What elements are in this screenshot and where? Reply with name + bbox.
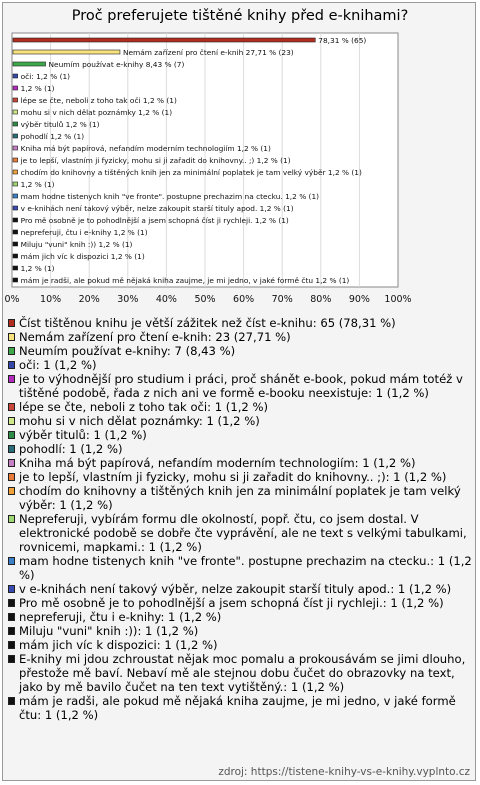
legend-label: nepreferuji, čtu i e-knihy: 1 (1,2 %)	[19, 610, 222, 624]
legend-label: Miluju "vuni" knih :)): 1 (1,2 %)	[19, 624, 199, 638]
x-tick-label: 10%	[40, 294, 62, 305]
legend-label: lépe se čte, neboli z toho tak oči: 1 (1,2 %)	[19, 400, 268, 414]
legend-item	[8, 638, 474, 652]
legend-label: je to lepší, vlastním ji fyzicky, mohu si ji zařadit do knihovny.. ;): 1 (1,2 %)	[19, 470, 447, 484]
legend-label: je to výhodnější pro studium i práci, proč shánět e-book, pokud mám totéž v tištěné podobě, řada z nich ani ve formě e-booku neexistuje: 1 (1,2 %)	[19, 372, 463, 400]
x-tick-label: 20%	[78, 294, 100, 305]
legend-item	[8, 484, 474, 512]
legend-item	[8, 512, 474, 554]
bar[interactable]	[13, 206, 18, 210]
bar[interactable]	[13, 98, 18, 102]
bar[interactable]	[13, 242, 18, 246]
legend-item	[8, 330, 474, 344]
bar[interactable]	[13, 62, 46, 66]
legend-swatch	[8, 375, 15, 383]
bar-value-label: v e-knihách není takový výběr, nelze zakoupit starší tituly apod. 1,2 % (1)	[20, 203, 294, 213]
legend-item	[8, 582, 474, 596]
legend-swatch	[8, 431, 15, 439]
legend-item	[8, 456, 474, 470]
legend-item	[8, 694, 474, 722]
bar[interactable]	[13, 194, 18, 198]
legend-item	[8, 372, 474, 400]
x-tick-label: 60%	[233, 294, 255, 305]
legend-label: E-knihy mi jdou zchroustat nějak moc pomalu a prokousávám se jimi dlouho, přestože mě baví. Nebaví mě ale stejnou dobu čučet do obrazovky na text, jako by mě bavilo čučet na ten text vytištěný.: 1 (1,2 %)	[19, 652, 466, 694]
legend-swatch	[8, 417, 15, 425]
bar-value-label: Neumím používat e-knihy 8,43 % (7)	[48, 59, 185, 69]
bar-chart-plot	[0, 0, 480, 312]
legend-label: Nemám zařízení pro čtení e-knih: 23 (27,71 %)	[19, 330, 291, 344]
legend-swatch	[8, 599, 15, 607]
legend-label: mám je radši, ale pokud mě nějaká kniha zaujme, je mi jedno, v jaké formě čtu: 1 (1,2 %)	[19, 694, 456, 722]
x-tick-label: 90%	[348, 294, 370, 305]
legend-item	[8, 344, 474, 358]
legend-label: výběr titulů: 1 (1,2 %)	[19, 428, 147, 442]
bar-value-label: Nemám zařízení pro čtení e-knih 27,71 % (23)	[122, 47, 294, 57]
bar-value-label: 1,2 % (1)	[20, 179, 55, 189]
bar[interactable]	[13, 74, 18, 78]
legend-swatch	[8, 361, 15, 369]
legend-item	[8, 554, 474, 582]
bar[interactable]	[13, 170, 18, 174]
x-tick-label: 40%	[155, 294, 177, 305]
chart-title: Proč preferujete tištěné knihy před e-knihami?	[71, 8, 409, 24]
legend-swatch	[8, 515, 15, 523]
legend-label: v e-knihách není takový výběr, nelze zakoupit starší tituly apod.: 1 (1,2 %)	[19, 582, 452, 596]
legend-swatch	[8, 627, 15, 635]
bar[interactable]	[13, 122, 18, 126]
legend-item	[8, 428, 474, 442]
legend-label: chodím do knihovny a tištěných knih jen za minimální poplatek je tam velký výběr: 1 (1,2 %)	[19, 484, 461, 512]
x-tick-label: 30%	[117, 294, 139, 305]
legend-swatch	[8, 487, 15, 495]
bar[interactable]	[13, 38, 315, 42]
legend-swatch	[8, 445, 15, 453]
bar[interactable]	[13, 158, 18, 162]
bar-value-label: oči: 1,2 % (1)	[20, 71, 71, 81]
bar-value-label: chodím do knihovny a tištěných knih jen za minimální poplatek je tam velký výběr 1,2 % (1)	[20, 167, 362, 177]
legend-item	[8, 316, 474, 330]
legend-label: Nepreferuji, vybírám formu dle okolností, popř. čtu, co jsem dostal. V elektronické podobě se dobře čte vyprávění, ale ne text s velkými tabulkami, rovnicemi, mapkami.: 1 (1,2 %)	[19, 512, 467, 554]
legend-label: oči: 1 (1,2 %)	[19, 358, 97, 372]
legend-swatch	[8, 585, 15, 593]
x-tick-label: 70%	[271, 294, 293, 305]
legend-label: Kniha má být papírová, nefandím moderním technologiím: 1 (1,2 %)	[19, 456, 416, 470]
bar-value-label: lépe se čte, neboli z toho tak oči 1,2 % (1)	[20, 95, 177, 105]
bar[interactable]	[13, 146, 18, 150]
legend-item	[8, 610, 474, 624]
legend-label: Neumím používat e-knihy: 7 (8,43 %)	[19, 344, 236, 358]
bar[interactable]	[13, 182, 18, 186]
bar[interactable]	[13, 254, 18, 258]
legend-swatch	[8, 403, 15, 411]
legend-swatch	[8, 347, 15, 355]
bar-value-label: výběr titulů 1,2 % (1)	[20, 119, 100, 129]
legend-item	[8, 624, 474, 638]
legend-label: mám jich víc k dispozici: 1 (1,2 %)	[19, 638, 218, 652]
bar-value-label: 1,2 % (1)	[20, 83, 55, 93]
legend-item	[8, 414, 474, 428]
x-tick-label: 50%	[194, 294, 216, 305]
bar-value-label: Kniha má být papírová, nefandím moderním technologiím 1,2 % (1)	[20, 143, 271, 153]
bar-value-label: mam hodne tistenych knih "ve fronte". postupne prechazim na ctecku. 1,2 % (1)	[20, 191, 320, 201]
bar-value-label: je to lepší, vlastním ji fyzicky, mohu si ji zařadit do knihovny.. ;) 1,2 % (1)	[20, 155, 291, 165]
legend-item	[8, 442, 474, 456]
bar[interactable]	[13, 278, 18, 282]
legend-swatch	[8, 459, 15, 467]
bar[interactable]	[13, 50, 120, 54]
legend-item	[8, 358, 474, 372]
legend-item	[8, 400, 474, 414]
legend-label: pohodlí: 1 (1,2 %)	[19, 442, 123, 456]
legend-swatch	[8, 473, 15, 481]
bar-value-label: mám je radši, ale pokud mě nějaká kniha zaujme, je mi jedno, v jaké formě čtu 1,2 % (1)	[20, 275, 350, 285]
legend-swatch	[8, 697, 15, 705]
legend-label: Číst tištěnou knihu je větší zážitek než číst e-knihu: 65 (78,31 %)	[19, 316, 396, 330]
bar[interactable]	[13, 230, 18, 234]
x-tick-label: 0%	[4, 294, 20, 305]
legend-label: Pro mě osobně je to pohodlnější a jsem schopná číst ji rychleji.: 1 (1,2 %)	[19, 596, 444, 610]
legend	[8, 316, 474, 722]
legend-swatch	[8, 557, 15, 565]
bar-value-label: Miluju "vuni" knih :)) 1,2 % (1)	[20, 239, 133, 249]
bar-value-label: Pro mě osobně je to pohodlnější a jsem schopná číst ji rychleji. 1,2 % (1)	[20, 215, 289, 225]
bar-value-label: nepreferuji, čtu i e-knihy 1,2 % (1)	[20, 227, 148, 237]
x-tick-label: 80%	[310, 294, 332, 305]
x-tick-labels	[4, 294, 411, 305]
bar[interactable]	[13, 110, 18, 114]
bar[interactable]	[13, 266, 18, 270]
legend-swatch	[8, 641, 15, 649]
legend-swatch	[8, 655, 15, 663]
bar[interactable]	[13, 134, 18, 138]
legend-swatch	[8, 333, 15, 341]
legend-item	[8, 470, 474, 484]
legend-item	[8, 652, 474, 694]
source-note: zdroj: https://tistene-knihy-vs-e-knihy.vyplnto.cz	[218, 766, 470, 778]
bar-value-label: pohodlí 1,2 % (1)	[20, 131, 85, 141]
bar-value-label: mohu si v nich dělat poznámky 1,2 % (1)	[20, 107, 173, 117]
bar-value-label: mám jich víc k dispozici 1,2 % (1)	[20, 251, 145, 261]
legend-swatch	[8, 613, 15, 621]
bar[interactable]	[13, 86, 18, 90]
legend-swatch	[8, 319, 15, 327]
x-tick-label: 100%	[384, 294, 412, 305]
legend-item	[8, 596, 474, 610]
bar-value-label: 78,31 % (65)	[318, 35, 367, 45]
legend-label: mam hodne tistenych knih "ve fronte". postupne prechazim na ctecku.: 1 (1,2 %)	[19, 554, 472, 582]
legend-label: mohu si v nich dělat poznámky: 1 (1,2 %)	[19, 414, 260, 428]
bar-value-label: 1,2 % (1)	[20, 263, 55, 273]
bar[interactable]	[13, 218, 18, 222]
